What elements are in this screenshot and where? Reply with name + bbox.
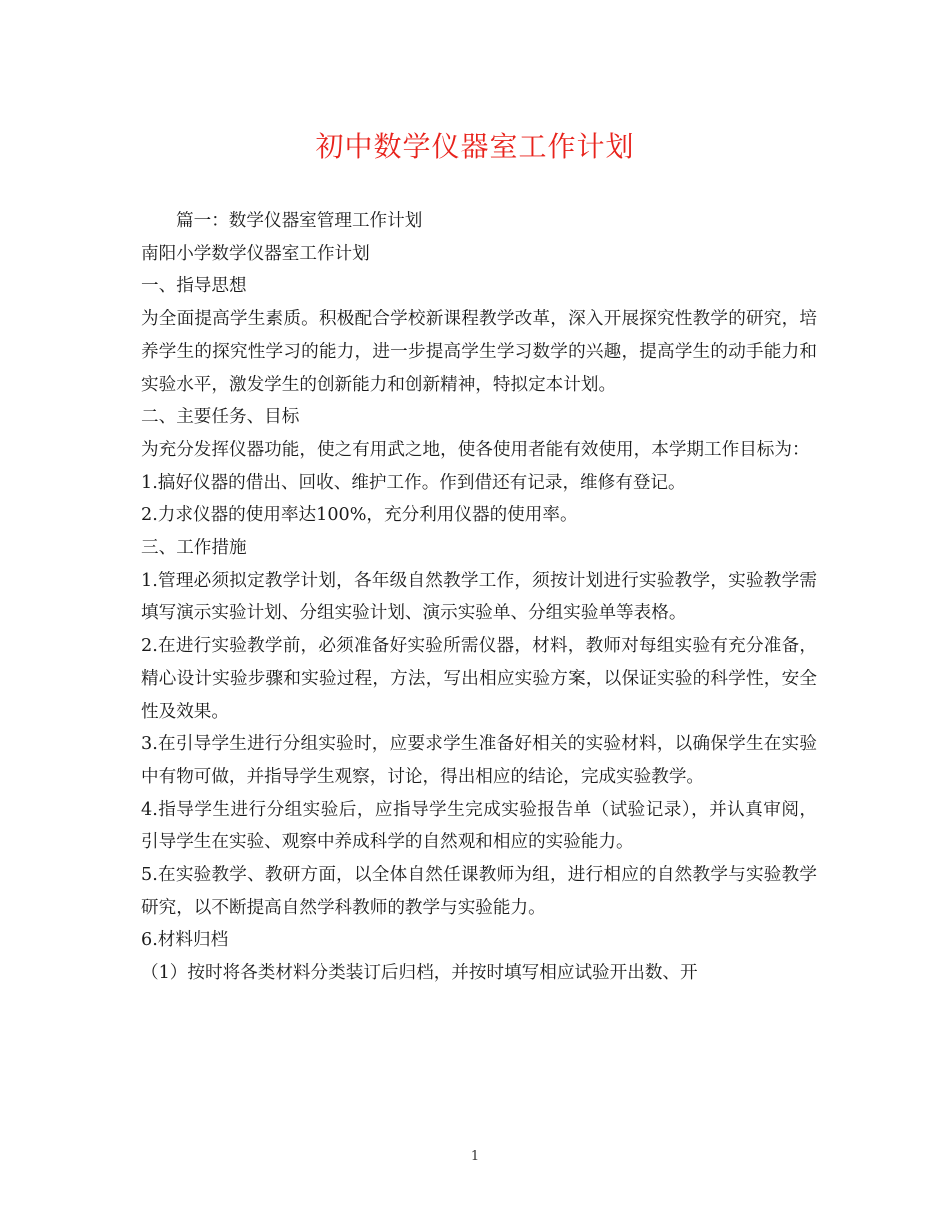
measure-item-3: 3.在引导学生进行分组实验时，应要求学生准备好相关的实验材料，以确保学生在实验中有物可做，并指导学生观察，讨论，得出相应的结论，完成实验教学。 bbox=[141, 734, 817, 787]
paragraph-main-tasks: 为充分发挥仪器功能，使之有用武之地，使各使用者能有效使用，本学期工作目标为： bbox=[141, 439, 810, 460]
section-heading-part-one: 篇一：数学仪器室管理工作计划 bbox=[176, 211, 423, 231]
measure-item-1: 1.管理必须拟定教学计划，各年级自然教学工作，须按计划进行实验教学，实验教学需填写演示实验计划、分组实验计划、演示实验单、分组实验单等表格。 bbox=[141, 570, 817, 624]
page-number: 1 bbox=[470, 1149, 480, 1164]
goal-item-2: 2.力求仪器的使用率达100%，充分利用仪器的使用率。 bbox=[141, 505, 578, 526]
measure-item-6-sub-1: （1）按时将各类材料分类装订后归档，并按时填写相应试验开出数、开 bbox=[141, 963, 698, 984]
heading-guiding-ideology: 一、指导思想 bbox=[141, 276, 247, 297]
document-title: 初中数学仪器室工作计划 bbox=[315, 130, 635, 163]
measure-item-5: 5.在实验教学、教研方面，以全体自然任课教师为组，进行相应的自然教学与实验教学研究，以不断提高自然学科教师的教学与实验能力。 bbox=[141, 865, 817, 918]
measure-item-2: 2.在进行实验教学前，必须准备好实验所需仪器，材料，教师对每组实验有充分准备，精心设计实验步骤和实验过程，方法，写出相应实验方案，以保证实验的科学性，安全性及效果。 bbox=[141, 636, 817, 722]
paragraph-guiding-ideology: 为全面提高学生素质。积极配合学校新课程教学改革，深入开展探究性教学的研究，培养学生的探究性学习的能力，进一步提高学生学习数学的兴趣，提高学生的动手能力和实验水平，激发学生的创新能力和创新精神，特拟定本计划。 bbox=[141, 309, 817, 395]
heading-work-measures: 三、工作措施 bbox=[141, 538, 247, 559]
document-body bbox=[141, 205, 817, 990]
goal-item-1: 1.搞好仪器的借出、回收、维护工作。作到借还有记录，维修有登记。 bbox=[141, 472, 686, 493]
plan-subtitle: 南阳小学数学仪器室工作计划 bbox=[141, 243, 370, 264]
measure-item-6: 6.材料归档 bbox=[141, 930, 229, 951]
measure-item-4: 4.指导学生进行分组实验后，应指导学生完成实验报告单（试验记录），并认真审阅，引导学生在实验、观察中养成科学的自然观和相应的实验能力。 bbox=[141, 799, 817, 853]
heading-main-tasks: 二、主要任务、目标 bbox=[141, 407, 300, 428]
